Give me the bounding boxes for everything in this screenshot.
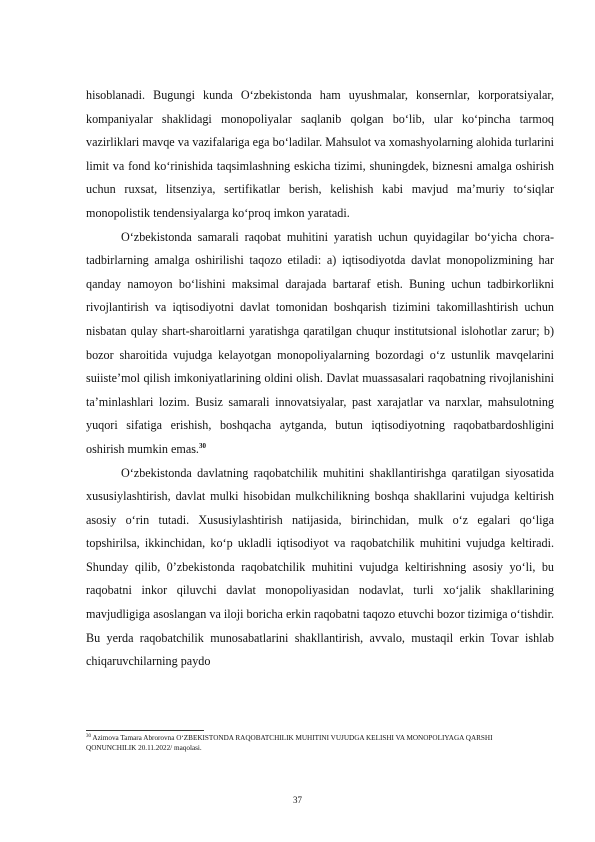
footnote-text: Azimova Tamara Abrorovna O‘ZBEKISTONDA RAQOBATCHILIK MUHITINI VUJUDGA KELISHI VA MONOPOLIYAGA QARSHI QONUNCHILIK 20.11.2022/ maqolasi. — [86, 734, 493, 752]
body-paragraph-2-text: O‘zbekistonda samarali raqobat muhitini yaratish uchun quyidagilar bo‘yicha chora-tadbirlarning amalga oshirilishi taqozo etiladi: a) iqtisodiyotda davlat monopolizmining har qanday namoyon bo‘lishini maksimal darajada bartaraf etish. Buning uchun tadbirkorlikni rivojlantirish va iqtisodiyotni davlat tomonidan boshqarish tizimini takomillashtirish uchun nisbatan qulay shart-sharoitlarni yaratishga qaratilgan chuqur institutsional islohotlar zarur; b) bozor sharoitida vujudga kelayotgan monopoliyalarning bozordagi o‘z ustunlik mavqelarini suiiste’mol qilish imkoniyatlarining oldini olish. Davlat muassasalari raqobatning rivojlanishini ta’minlashlari lozim. Busiz samarali innovatsiyalar, past xarajatlar va narxlar, mahsulotning yuqori sifatiga erishish, boshqacha aytganda, butun iqtisodiyotning raqobatbardoshligini oshirish mumkin emas. — [86, 229, 554, 456]
footnote-reference: 30 — [198, 441, 206, 450]
page-number: 37 — [293, 795, 302, 805]
footnote-divider — [86, 730, 204, 731]
page-body — [86, 84, 554, 674]
footnote-number: 30 — [86, 734, 91, 739]
body-paragraph-3: O‘zbekistonda davlatning raqobatchilik muhitini shakllantirishga qaratilgan siyosatida xususiylashtirish, davlat mulki hisobidan mulkchilikning boshqa shakllarini vujudga keltirish asosiy o‘rin tutadi. Xususiylashtirish natijasida, birinchidan, mulk o‘z egalari qo‘liga topshirilsa, ikkinchidan, ko‘p ukladli iqtisodiyot va raqobatchilik muhitini vujudga keltiradi. Shunday qilib, 0’zbekistonda raqobatchilik muhitini vujudga keltirishning asosiy yo‘li, bu raqobatni inkor qiluvchi davlat monopoliyasidan nodavlat, turli xo‘jalik shakllarining mavjudligiga asoslangan va iloji boricha erkin raqobatni taqozo etuvchi bozor tizimiga o‘tishdir. Bu yerda raqobatchilik munosabatlarini shakllantirish, avvalo, mustaqil erkin Tovar ishlab chiqaruvchilarning paydo — [86, 465, 554, 669]
body-paragraph-2 — [86, 226, 554, 462]
footnote — [86, 733, 526, 753]
body-paragraph-1: hisoblanadi. Bugungi kunda O‘zbekistonda ham uyushmalar, konsernlar, korporatsiyalar, kompaniyalar shaklidagi monopoliyalar saqlanib qolgan bo‘lib, ular ko‘pincha tarmoq vazirliklari mavqe va vazifalariga ega bo‘ladilar. Mahsulot va xomashyolarning alohida turlarini limit va fond ko‘rinishida taqsimlashning eskicha tizimi, shuningdek, biznesni amalga oshirish uchun ruxsat, litsenziya, sertifikatlar berish, kelishish kabi mavjud ma’muriy to‘siqlar monopolistik tendensiyalarga ko‘proq imkon yaratadi. — [86, 88, 554, 220]
